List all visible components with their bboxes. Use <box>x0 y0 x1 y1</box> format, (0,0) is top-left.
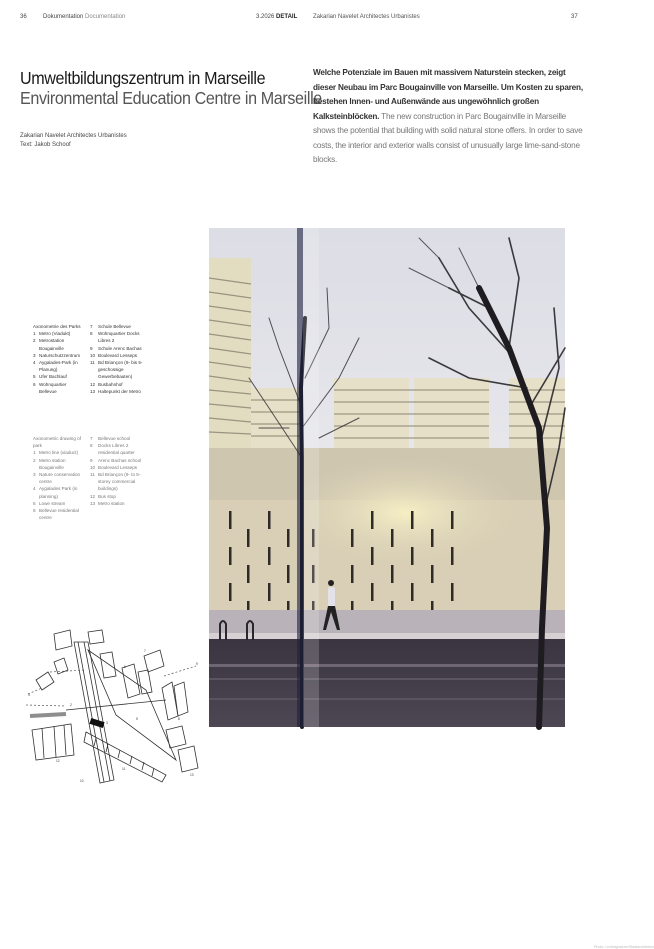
legend-item: Schule Bellevue <box>98 324 131 329</box>
legend-num: 1 <box>33 450 36 456</box>
legend-item: Haltepunkt der Metro <box>98 388 141 394</box>
building-photo <box>209 228 654 949</box>
legend-item: Schule Arenc Bachas <box>98 345 142 351</box>
legend-num: 1 <box>33 331 36 337</box>
legend-num: 12 <box>90 381 96 387</box>
issue-number: 3.2026 <box>256 14 275 20</box>
legend-item: Aygalades-Park (in Planung) <box>39 360 78 373</box>
legend-num: 13 <box>90 500 96 506</box>
svg-text:8: 8 <box>178 717 180 721</box>
intro-de: Welche Potenziale im Bauen mit massivem Naturstein stecken, zeigt dieser Neubau im Parc Bougainville von Marseille. Um Kosten zu sparen, bestehen Innen- und Außenwände aus ungewöhnlich großen Kalksteinblöcken. <box>313 68 583 121</box>
intro-paragraph <box>313 66 585 168</box>
left-page-number: 36 <box>20 14 27 20</box>
legend-num: 10 <box>90 464 96 470</box>
legend-item: Arenc Bachas school <box>98 457 142 463</box>
legend-en-col2 <box>90 435 148 507</box>
legend-en-heading: Axonometric drawing of park <box>33 436 82 449</box>
svg-text:10: 10 <box>80 779 84 783</box>
issue-label <box>256 14 297 20</box>
legend-item: Docks Libres 2 residential quarter <box>98 443 135 456</box>
legend-item: Wohnquartier Bellevue <box>39 381 67 394</box>
legend-item: Bellevue residential centre <box>39 508 79 521</box>
legend-item: Aygalades Park (in planning) <box>39 486 78 499</box>
legend-item: Bellevue school <box>98 436 131 441</box>
magazine-name: DETAIL <box>276 14 298 20</box>
svg-text:3: 3 <box>106 721 108 725</box>
svg-text:4: 4 <box>28 693 30 697</box>
svg-text:2: 2 <box>70 703 72 707</box>
legend-num: 4 <box>33 360 36 366</box>
photo-illustration <box>209 228 565 727</box>
legend-num: 9 <box>90 345 93 351</box>
legend-item: Lowe stream <box>39 500 66 506</box>
legend-item: Bd Briançon (9- bis 5-geschossige Gewerbebauten) <box>98 360 143 380</box>
axonometric-site-plan <box>26 620 206 785</box>
author-credit: Text: Jakob Schoof <box>20 142 71 148</box>
legend-item: Metro line (viaduct) <box>39 450 79 456</box>
svg-text:6: 6 <box>124 665 126 669</box>
legend-num: 5 <box>33 374 36 380</box>
legend-de-heading: Axonometrie des Parks <box>33 324 81 329</box>
legend-num: 13 <box>90 388 96 394</box>
legend-num: 4 <box>33 486 36 492</box>
legend-de-col2 <box>90 323 148 395</box>
legend-item: Metro station Bougainville <box>39 457 66 470</box>
legend-item: Bus stop <box>98 493 116 499</box>
legend-item: Boulevard Lesseps <box>98 464 138 470</box>
article-title-en: Environmental Education Centre in Marseille <box>20 88 322 108</box>
photo-caption: Photo: Lichtsignature/Stadtarchitektur <box>594 945 654 949</box>
intro-en: The new construction in Parc Bougainville in Marseille shows the potential that building with solid natural stone offers. In order to save costs, the interior and exterior walls consist of unusually large lime-sand-stone blocks. <box>313 111 583 164</box>
svg-text:13: 13 <box>190 773 194 777</box>
svg-text:5: 5 <box>136 717 138 721</box>
legend-num: 7 <box>90 436 93 441</box>
legend-num: 11 <box>90 472 95 478</box>
section-label <box>43 14 125 20</box>
legend-num: 11 <box>90 360 95 366</box>
legend-num: 3 <box>33 352 36 358</box>
running-architect: Zakarian Navelet Architectes Urbanistes <box>313 14 420 20</box>
legend-num: 7 <box>90 324 93 329</box>
svg-text:11: 11 <box>122 767 126 771</box>
legend-item: Busbahnhof <box>98 381 123 387</box>
legend-num: 8 <box>90 331 93 337</box>
legend-item: Boulevard Lesseps <box>98 352 138 358</box>
legend-item: Bd Briançon (9- to 5-storey commercial buildings) <box>98 472 141 492</box>
legend-item: Wohnquartier Docks Libres 2 <box>98 331 140 344</box>
legend-num: 8 <box>90 443 93 449</box>
legend-item: Metro (Viadukt) <box>39 331 71 337</box>
legend-item: Metro station <box>98 500 125 506</box>
svg-text:12: 12 <box>56 759 60 763</box>
legend-item: Ufer Bachlauf <box>39 374 67 380</box>
section-en: Documentation <box>85 14 126 20</box>
architect-credit: Zakarian Navelet Architectes Urbanistes <box>20 133 127 139</box>
legend-num: 6 <box>33 381 36 387</box>
legend-num: 6 <box>33 508 36 514</box>
legend-num: 12 <box>90 493 96 499</box>
legend-num: 2 <box>33 338 36 344</box>
legend-num: 9 <box>90 457 93 463</box>
legend-num: 2 <box>33 457 36 463</box>
svg-text:7: 7 <box>144 649 146 653</box>
legend-num: 5 <box>33 500 36 506</box>
legend-item: Metrostation Bougainville <box>39 338 65 351</box>
legend-de-col1 <box>33 323 83 395</box>
right-page-number: 37 <box>571 14 578 20</box>
article-title-de: Umweltbildungszentrum in Marseille <box>20 68 266 88</box>
legend-item: Naturschutzzentrum <box>39 352 81 358</box>
legend-num: 3 <box>33 472 36 478</box>
legend-en-col1 <box>33 435 83 521</box>
legend-item: Nature conservation centre <box>39 472 81 485</box>
svg-text:9: 9 <box>196 662 198 666</box>
legend-num: 10 <box>90 352 96 358</box>
section-de: Dokumentation <box>43 14 84 20</box>
